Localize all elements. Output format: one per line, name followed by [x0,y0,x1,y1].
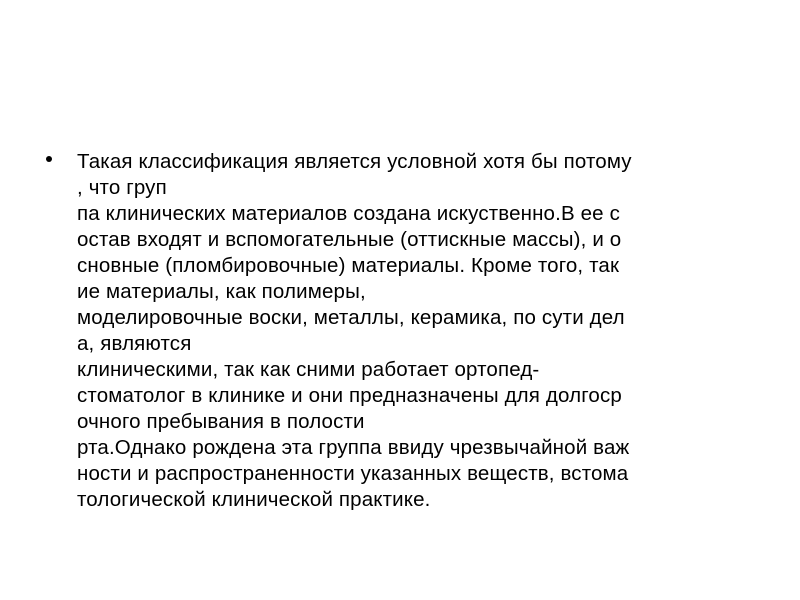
text-line: рта.Однако рождена эта группа ввиду чрезвычайной важ [77,436,630,459]
text-line: сновные (пломбировочные) материалы. Кроме того, так [77,254,620,277]
text-line: моделировочные воски, металлы, керамика, по сути дел [77,306,625,329]
text-line: остав входят и вспомогательные (оттискные массы), и о [77,228,622,251]
text-line: клиническими, так как сними работает ортопед- [77,358,540,381]
text-line: ности и распространенности указанных веществ, встома [77,462,629,485]
text-line: па клинических материалов создана искуственно.В ее с [77,202,620,225]
text-line: тологической клинической практике. [77,488,431,511]
text-line: , что груп [77,176,167,199]
text-line: а, являются [77,332,192,355]
bullet-list [46,149,786,513]
bullet-text [77,149,786,513]
text-line: ие материалы, как полимеры, [77,280,366,303]
bullet-item [46,149,786,513]
bullet-dot-icon [46,156,52,162]
text-line: Такая классификация является условной хотя бы потому [77,150,632,173]
text-line: стоматолог в клинике и они предназначены для долгоср [77,384,622,407]
text-line: очного пребывания в полости [77,410,365,433]
